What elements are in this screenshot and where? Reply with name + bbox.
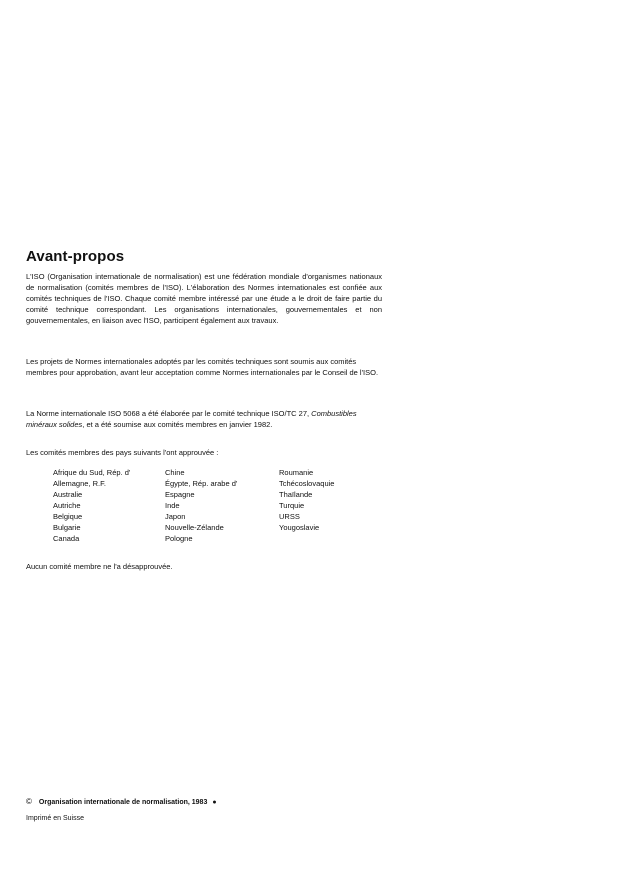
page-title: Avant-propos [26, 248, 125, 265]
paragraph-standard-origin [26, 408, 382, 430]
country-list-column-1 [53, 467, 130, 544]
standard-origin-text-start: La Norme internationale ISO 5068 a été élaborée par le comité technique ISO/TC 27, [26, 409, 312, 418]
country-item: Égypte, Rép. arabe d' [165, 479, 238, 488]
standard-origin-text-end: , et a été soumise aux comités membres en janvier 1982. [82, 420, 273, 429]
country-list-column-2 [165, 467, 237, 544]
country-item: Australie [53, 490, 83, 499]
paragraph-approvals-intro: Les comités membres des pays suivants l'ont approuvée : [26, 448, 219, 457]
country-item: URSS [279, 512, 300, 521]
country-item: Chine [165, 468, 185, 477]
country-item: Roumanie [279, 468, 314, 477]
country-item: Thaïlande [279, 490, 313, 499]
committee-title: Combustibles minéraux solides [26, 409, 357, 429]
country-item: Inde [165, 501, 180, 510]
country-item: Espagne [165, 490, 195, 499]
copyright-text: Organisation internationale de normalisation, 1983 [38, 799, 208, 806]
country-item: Afrique du Sud, Rép. d' [53, 468, 131, 477]
paragraph-iso-intro: L'ISO (Organisation internationale de normalisation) est une fédération mondiale d'organismes nationaux de normalisation (comités membres de l'ISO). L'élaboration des Normes internationales est confiée aux comités techniques de l'ISO. Chaque comité membre intéressé par une étude a le droit de faire partie du comité technique correspondant. Les organisations internationales, gouvernementales et non gouvernementales, en liaison avec l'ISO, participent également aux travaux. [26, 272, 382, 325]
copyright-notice [26, 797, 217, 806]
paragraph-approval-process: Les projets de Normes internationales adoptés par les comités techniques sont soumis aux comités membres pour approbation, avant leur acceptation comme Normes internationales par le Conseil de l'ISO. [26, 357, 379, 377]
country-item: Tchécoslovaquie [279, 479, 335, 488]
country-item: Allemagne, R.F. [53, 479, 106, 488]
country-item: Pologne [165, 534, 193, 543]
country-item: Japon [165, 512, 186, 521]
copyright-icon: © [26, 797, 32, 806]
country-item: Bulgarie [53, 523, 81, 532]
country-item: Canada [53, 534, 80, 543]
printed-in-notice: Imprimé en Suisse [26, 815, 84, 822]
country-item: Autriche [53, 501, 81, 510]
paragraph-no-disapproval: Aucun comité membre ne l'a désapprouvée. [26, 562, 173, 571]
country-item: Nouvelle-Zélande [165, 523, 224, 532]
country-item: Turquie [279, 501, 305, 510]
country-list-column-3 [279, 467, 334, 533]
bullet-icon: ● [212, 799, 217, 806]
country-item: Belgique [53, 512, 83, 521]
country-item: Yougoslavie [279, 523, 320, 532]
